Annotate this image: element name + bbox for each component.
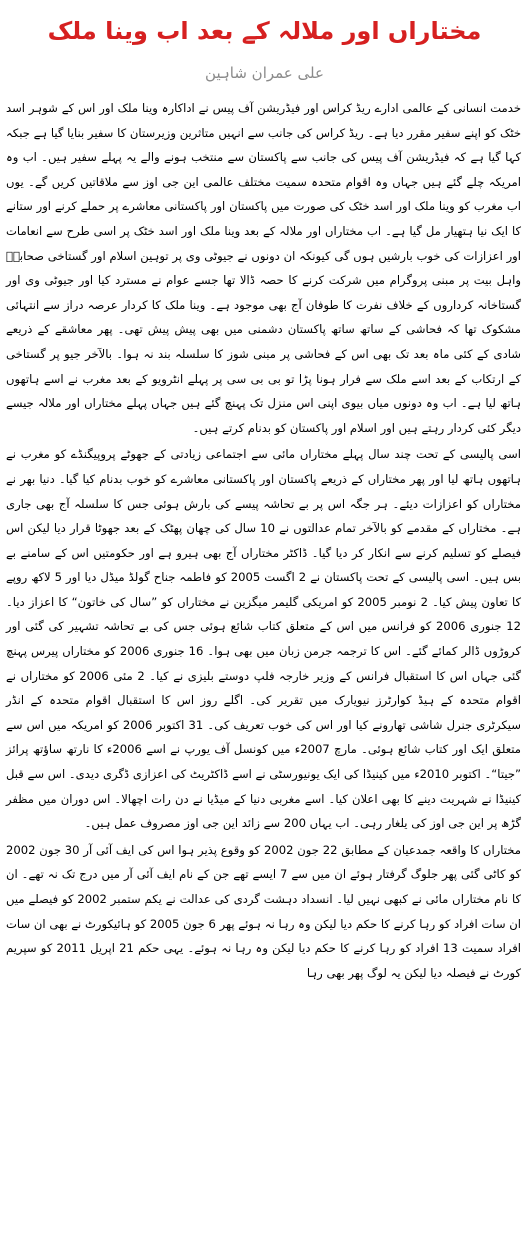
article-paragraph-2: اسی پالیسی کے تحت چند سال پہلے مختاراں مائی سے اجتماعی زیادتی کے جھوٹے پروپیگنڈے کو مغرب نے ہاتھوں ہاتھ لیا اور پھر مختاراں کے ذریعے پاکستان اور پاکستانی معاشرے کو خوب بدنام کیا گیا۔ دنیا بھر نے مختاراں کو اعزازات دیئے۔ ہر جگہ اس پر بے تحاشہ پیسے کی بارش ہوئی جس کا سلسلہ آج بھی جاری ہے۔ مختاراں کے مقدمے کو بالآخر تمام عدالتوں نے 10 سال کی چھان پھٹک کے بعد جھوٹا قرار دیا لیکن اس فیصلے کو تسلیم کرنے سے انکار کر دیا گیا۔ ڈاکٹر مختاراں آج بھی ہیرو ہے اور حکومتیں اس کے سامنے بے بس ہیں۔ اسی پالیسی کے تحت پاکستان نے 2 اگست 2005 کو فاطمہ جناح گولڈ میڈل دیا اور 5 لاکھ روپے کا تعاون پیش کیا۔ 2 نومبر 2005 کو امریکی گلیمر میگزین نے مختاراں کو ”سال کی خاتون“ کا اعزاز دیا۔ 12 جنوری 2006 کو فرانس میں اس کے متعلق کتاب شائع ہوئی جس کی بے تحاشہ تشہیر کی گئی اور کروڑوں ڈالر کمائے گئے۔ اس کا ترجمہ جرمن زبان میں بھی ہوا۔ 16 جنوری 2006 کو مختاراں پیرس پہنچ گئی جہاں اس کا استقبال فرانس کے وزیر خارجہ فلپ دوستے بلیزی نے کیا۔ 2 مئی 2006 کو مختاراں نے اقوام متحدہ کے ہیڈ کوارٹرز نیویارک میں تقریر کی۔ اگلے روز اس کا استقبال اقوام متحدہ کے انڈر سیکرٹری جنرل شاشی تھارونے کیا اور اس کی خوب تعریف کی۔ 31 اکتوبر 2006 کو امریکہ میں اس سے متعلق ایک اور کتاب شائع ہوئی۔ مارچ 2007ء میں کونسل آف یورپ نے اسے 2006ء کا نارتھ ساؤتھ پرائز ”جیتا“۔ اکتوبر 2010ء میں کینیڈا کی ایک یونیورسٹی نے اسے ڈاکٹریٹ کی اعزازی ڈگری دیدی۔ اس سے قبل کینیڈا نے شہریت دینے کا بھی اعلان کیا۔ اسے مغربی دنیا کے میڈیا نے دن رات اچھالا۔ اس دوران میں مظفر گڑھ پر این جی اوز کی یلغار رہی۔ اب یہاں 200 سے زائد این جی اوز مصروف عمل ہیں۔ <box>6 447 522 831</box>
author-byline: علی عمران شاہین <box>205 64 324 82</box>
article-body <box>6 96 521 987</box>
article-paragraph-1: خدمت انسانی کے عالمی ادارے ریڈ کراس اور فیڈریشن آف پیس نے اداکارہ وینا ملک اور اس کے شوہر اسد خٹک کو اپنے سفیر مقرر دیا ہے۔ ریڈ کراس کی جانب سے انہیں متاثرین وزیرستان کا سفیر بنایا گیا ہے جبکہ کہا گیا ہے کہ فیڈریشن آف پیس کی جانب سے پاکستان سے منتخب ہونے والے یہ پہلے سفیر ہیں۔ اب وہ امریکہ چلے گئے ہیں جہاں وہ اقوام متحدہ سمیت مختلف عالمی این جی اوز سے ملاقاتیں کریں گے۔ یوں اب مغرب کو وینا ملک اور اسد خٹک کی صورت میں پاکستان اور پاکستانی معاشرے پر حملے کرنے اور ستانے کا ایک نیا ہتھیار مل گیا ہے۔ اب مختاراں اور ملالہ کے بعد وینا ملک اور اسد خٹک پر اسی طرح سے انعامات اور اعزازات کی خوب بارشیں ہوں گی کیونکہ ان دونوں نے جیوٹی وی پر توہین اسلام اور گستاخی صحابہؓ واہل بیت پر مبنی پروگرام میں شرکت کرنے کا حصہ ڈالا تھا جسے عوام نے مسترد کیا اور جیوٹی وی اور گستاخانہ کرداروں کے خلاف نفرت کا طوفان آج بھی موجود ہے۔ وینا ملک کا کردار عرصہ دراز سے انتہائی مشکوک تھا کہ فحاشی کے ساتھ ساتھ پاکستان دشمنی میں بھی پیش پیش تھی۔ پھر معاشقے کے ذریعے شادی کے کئی ماہ بعد تک بھی اس کے فحاشی پر مبنی شوز کا سلسلہ بند نہ ہوا۔ بالآخر جیو پر گستاخی کے ارتکاب کے بعد اسے ملک سے فرار ہونا پڑا تو بی بی سی پر پہلے انٹرویو کے بعد مغرب نے اسے ہاتھوں ہاتھ لیا ہے۔ اب وہ دونوں میاں بیوی اپنی اس منزل تک پہنچ گئے ہیں جہاں پہلے مختاراں اور ملالہ جیسے دیگر کئی کردار رہتے ہیں اور اسلام اور پاکستان کو بدنام کرتے ہیں۔ <box>6 101 521 435</box>
article-title: مختاراں اور ملالہ کے بعد اب وینا ملک <box>47 17 482 45</box>
article-paragraph-3: مختاراں کا واقعہ جمدعیان کے مطابق 22 جون 2002 کو وقوع پذیر ہوا اس کی ایف آئی آر 30 جون 2002 کو کاٹی گئی پھر جلوگ گرفتار ہوئے ان میں سے 7 ایسے تھے جن کے نام ایف آئی آر میں درج تک نہ تھے۔ ان کا نام مختاراں مائی نے کبھی نہیں لیا۔ انسداد دہشت گردی کی عدالت نے یکم ستمبر 2002 کو فیصلے میں ان سات افراد کو رہا کرنے کا حکم دیا لیکن وہ رہا نہ ہوئے پھر 6 جون 2005 کو ہائیکورٹ نے بھی ان سات افراد سمیت 13 افراد کو رہا کرنے کا حکم دیا لیکن وہ رہا نہ ہوئے۔ یہی حکم 21 اپریل 2011 کو سپریم کورٹ نے فیصلہ دیا لیکن یہ لوگ پھر بھی رہا <box>6 842 521 980</box>
